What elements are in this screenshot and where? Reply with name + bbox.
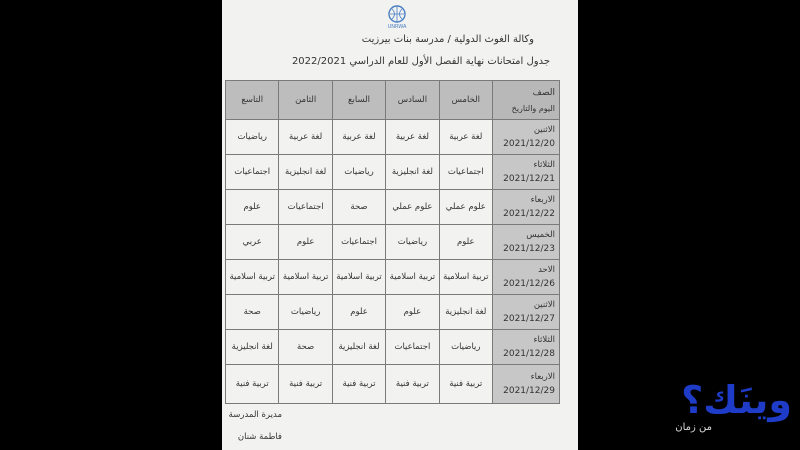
subject-cell: لغة انجليزية [439, 295, 492, 330]
subject-cell: لغة عربية [332, 120, 385, 155]
column-header: السادس [386, 81, 439, 120]
subject-cell: رياضيات [386, 225, 439, 260]
subject-cell: صحة [332, 190, 385, 225]
schedule-title: جدول امتحانات نهاية الفصل الأول للعام الدراسي 2022/2021 [291, 56, 550, 67]
subject-cell: علوم عملي [439, 190, 492, 225]
exam-date: 2021/12/22 [503, 209, 555, 219]
day-cell [493, 225, 560, 260]
grade-label: الصف [532, 87, 555, 98]
day-cell [493, 260, 560, 295]
subject-cell: تربية فنية [279, 365, 332, 404]
subject-cell: اجتماعيات [386, 330, 439, 365]
subject-cell: تربية فنية [439, 365, 492, 404]
day-name: الخميس [526, 230, 555, 240]
watermark-tagline: من زمان [675, 422, 712, 433]
subject-cell: تربية فنية [332, 365, 385, 404]
subject-cell: علوم عملي [386, 190, 439, 225]
subject-cell: اجتماعيات [439, 155, 492, 190]
exam-date: 2021/12/26 [503, 279, 555, 289]
subject-cell: تربية اسلامية [332, 260, 385, 295]
exam-schedule-paper [222, 0, 578, 450]
subject-cell: اجتماعيات [226, 155, 279, 190]
exam-table [225, 80, 560, 404]
subject-cell: تربية فنية [386, 365, 439, 404]
day-name: الثلاثاء [533, 160, 555, 170]
day-cell [493, 295, 560, 330]
subject-cell: علوم [279, 225, 332, 260]
table-row [226, 330, 560, 365]
subject-cell: صحة [279, 330, 332, 365]
exam-date: 2021/12/21 [503, 174, 555, 184]
subject-cell: علوم [332, 295, 385, 330]
column-header: الثامن [279, 81, 332, 120]
subject-cell: لغة عربية [439, 120, 492, 155]
table-row [226, 190, 560, 225]
subject-cell: تربية فنية [226, 365, 279, 404]
subject-cell: رياضيات [439, 330, 492, 365]
day-name: الاربعاء [530, 372, 555, 382]
subject-cell: اجتماعيات [332, 225, 385, 260]
watermark-name: وينَك؟ [681, 378, 792, 422]
table-row [226, 295, 560, 330]
day-cell [493, 120, 560, 155]
table-row [226, 260, 560, 295]
subject-cell: رياضيات [226, 120, 279, 155]
table-header-row [226, 81, 560, 120]
column-header: السابع [332, 81, 385, 120]
subject-cell: عربي [226, 225, 279, 260]
exam-date: 2021/12/29 [503, 386, 555, 396]
exam-date: 2021/12/27 [503, 314, 555, 324]
organization-line: وكالة الغوث الدولية / مدرسة بنات بيرزيت [361, 34, 534, 45]
subject-cell: لغة عربية [279, 120, 332, 155]
column-header: الخامس [439, 81, 492, 120]
exam-date: 2021/12/28 [503, 349, 555, 359]
exam-date: 2021/12/20 [503, 139, 555, 149]
subject-cell: تربية اسلامية [226, 260, 279, 295]
subject-cell: تربية اسلامية [279, 260, 332, 295]
day-cell [493, 155, 560, 190]
subject-cell: اجتماعيات [279, 190, 332, 225]
day-cell [493, 330, 560, 365]
day-name: الاحد [538, 265, 555, 275]
subject-cell: صحة [226, 295, 279, 330]
subject-cell: تربية اسلامية [386, 260, 439, 295]
table-row [226, 120, 560, 155]
unrwa-logo-icon [384, 4, 410, 30]
subject-cell: لغة انجليزية [279, 155, 332, 190]
subject-cell: تربية اسلامية [439, 260, 492, 295]
day-name: الاثنين [533, 300, 555, 310]
day-cell [493, 365, 560, 404]
exam-date: 2021/12/23 [503, 244, 555, 254]
subject-cell: علوم [439, 225, 492, 260]
table-row [226, 225, 560, 260]
table-row [226, 365, 560, 404]
table-row [226, 155, 560, 190]
day-name: الثلاثاء [533, 335, 555, 345]
subject-cell: لغة انجليزية [226, 330, 279, 365]
principal-name: فاطمة شنان [237, 432, 282, 442]
subject-cell: رياضيات [332, 155, 385, 190]
subject-cell: علوم [226, 190, 279, 225]
subject-cell: لغة انجليزية [332, 330, 385, 365]
subject-cell: لغة انجليزية [386, 155, 439, 190]
principal-role: مديرة المدرسة [228, 410, 282, 420]
subject-cell: رياضيات [279, 295, 332, 330]
column-header: التاسع [226, 81, 279, 120]
day-date-label: اليوم والتاريخ [511, 103, 555, 113]
svg-text:UNRWA: UNRWA [387, 24, 407, 30]
day-name: الاربعاء [530, 195, 555, 205]
corner-header [493, 81, 560, 120]
day-name: الاثنين [533, 125, 555, 135]
watermark-logo [612, 376, 792, 446]
day-cell [493, 190, 560, 225]
subject-cell: لغة عربية [386, 120, 439, 155]
subject-cell: علوم [386, 295, 439, 330]
